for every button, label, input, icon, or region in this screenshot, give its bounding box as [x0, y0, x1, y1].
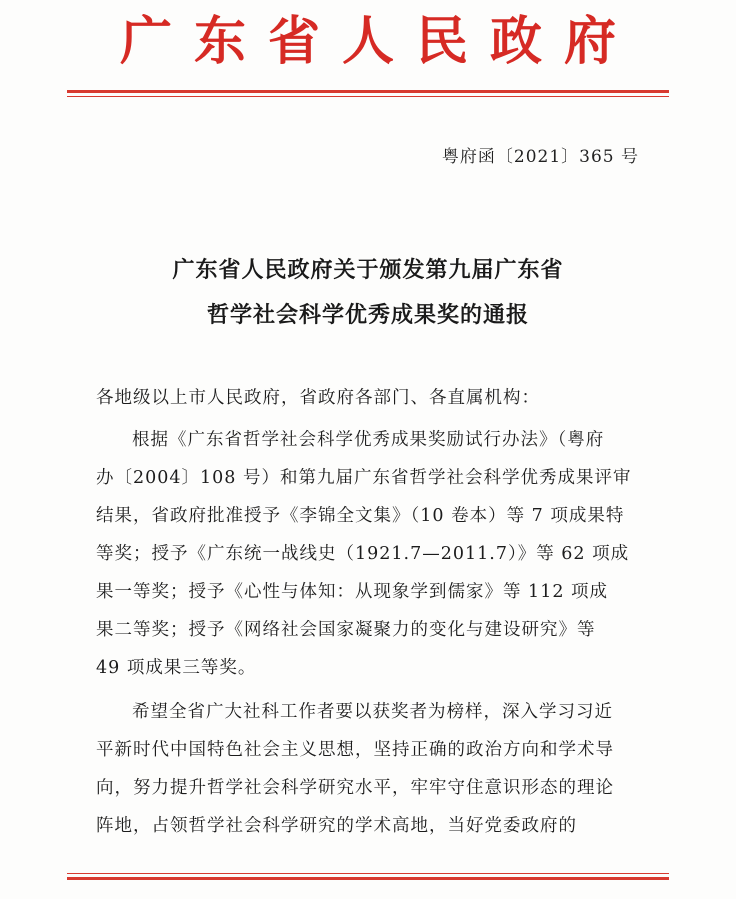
header-rule-thick [67, 90, 669, 93]
body-line: 希望全省广大社科工作者要以获奖者为榜样，深入学习习近 [132, 702, 613, 722]
masthead-title: 广东省人民政府 [119, 11, 638, 72]
body-line: 结果，省政府批准授予《李锦全文集》（10 卷本）等 7 项成果特 [96, 506, 625, 526]
body-line: 果一等奖；授予《心性与体知：从现象学到儒家》等 112 项成 [96, 582, 609, 602]
body-line: 等奖；授予《广东统一战线史（1921.7—2011.7）》等 62 项成 [96, 544, 630, 564]
header-rule-thin [67, 96, 669, 97]
salutation-line: 各地级以上市人民政府，省政府各部门、各直属机构： [96, 388, 540, 408]
body-line: 办〔2004〕108 号）和第九届广东省哲学社会科学优秀成果评审 [96, 468, 632, 488]
body-line: 向，努力提升哲学社会科学研究水平，牢牢守住意识形态的理论 [96, 778, 614, 798]
document-title-line-1: 广东省人民政府关于颁发第九届广东省 [172, 258, 564, 283]
document-title-line-2: 哲学社会科学优秀成果奖的通报 [206, 303, 529, 328]
document-number: 粤府函〔2021〕365 号 [441, 147, 639, 167]
body-line: 果二等奖；授予《网络社会国家凝聚力的变化与建设研究》等 [96, 620, 596, 640]
body-line: 根据《广东省哲学社会科学优秀成果奖励试行办法》（粤府 [132, 430, 605, 450]
body-line: 阵地，占领哲学社会科学研究的学术高地，当好党委政府的 [96, 816, 577, 836]
footer-rule-thin [67, 873, 669, 874]
body-line: 平新时代中国特色社会主义思想，坚持正确的政治方向和学术导 [96, 740, 614, 760]
body-line: 49 项成果三等奖。 [96, 658, 257, 678]
footer-rule-thick [67, 877, 669, 880]
